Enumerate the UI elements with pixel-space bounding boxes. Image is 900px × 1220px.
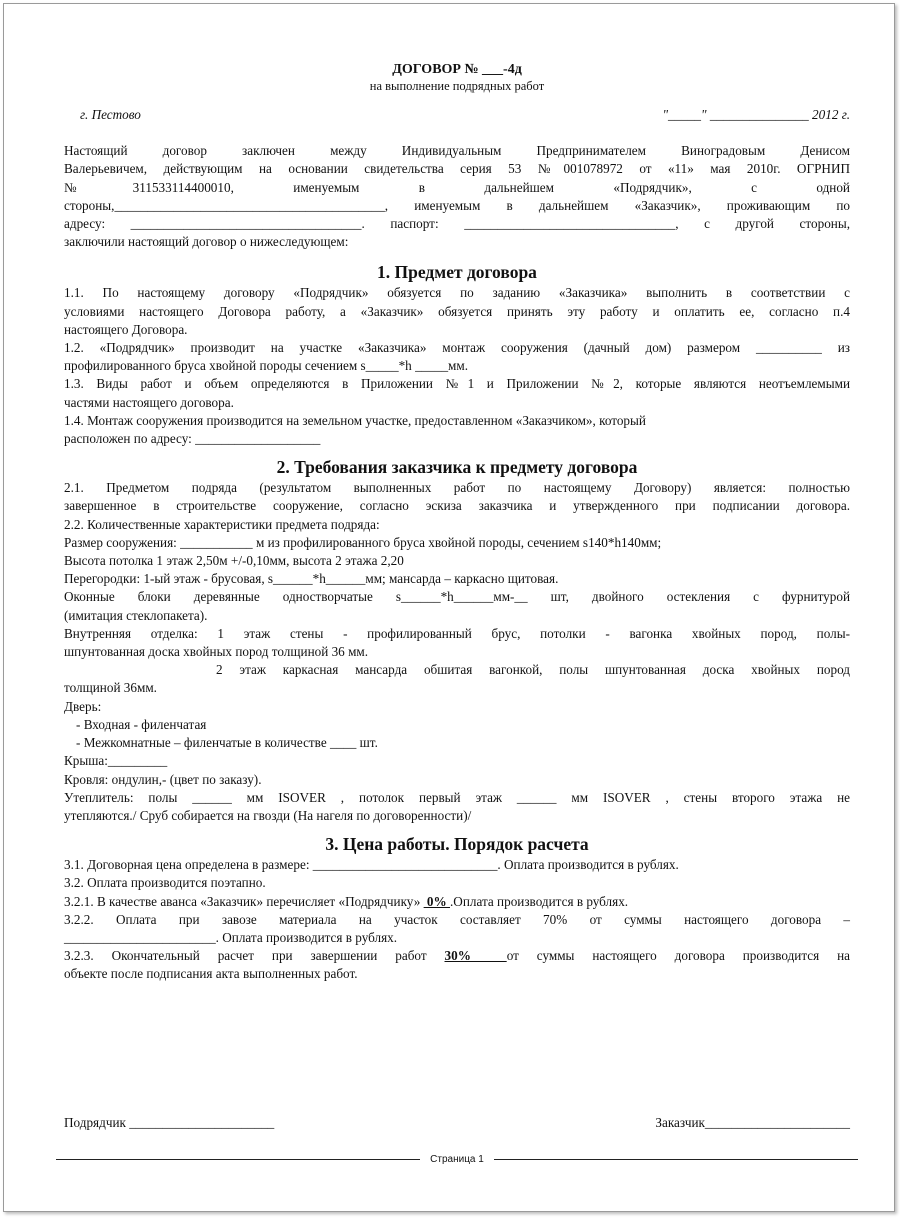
clause-line (64, 947, 850, 965)
clause-line: 2.1. Предметом подряда (результатом выполненных работ по настоящему Договору) является: полностью (64, 480, 850, 496)
signature-line (64, 1115, 850, 1131)
clause-line: 2 этаж каркасная мансарда обшитая вагонкой, полы шпунтованная доска хвойных пород (216, 662, 850, 678)
document-page (3, 3, 895, 1212)
clause-line: профилированного бруса хвойной породы сечением s_____*h _____мм. (64, 358, 469, 374)
intro-line: Настоящий договор заключен между Индивидуальным Предпринимателем Виноградовым Денисом (64, 143, 850, 159)
clause-line: 1.3. Виды работ и объем определяются в Приложении №1 и Приложении №2, которые являются неотъемлемыми (64, 376, 850, 392)
clause-line: утепляются./ Сруб собирается на гвозди (На нагеля по договоренности)/ (64, 807, 472, 823)
place: г. Пестово (80, 107, 141, 122)
section-1-body (64, 284, 850, 448)
clause-line: 3.2.2. Оплата при завозе материала на участок составляет 70% от суммы настоящего договора – (64, 911, 850, 927)
section-1-heading: 1. Предмет договора (377, 262, 537, 283)
clause-line: 3.1. Договорная цена определена в размере: ____________________________. Оплата производится в рублях. (64, 857, 679, 873)
clause-line: Утеплитель: полы ______ мм ISOVER , потолок первый этаж ______ мм ISOVER , стены второго этажа не (64, 789, 850, 805)
clause-line: - Входная - филенчатая (76, 716, 207, 732)
clause-line: - Межкомнатные – филенчатые в количестве ____ шт. (76, 735, 378, 751)
final-percent: 30% (444, 948, 507, 964)
clause-line: толщиной 36мм. (64, 680, 157, 696)
clause-line: 1.4. Монтаж сооружения производится на земельном участке, предоставленном «Заказчиком», который (64, 412, 646, 428)
date: "_____" _______________ 2012 г. (662, 107, 850, 122)
intro-line: Валерьевичем, действующим на основании свидетельства серия 53 №001078972 от «11» мая 2010г. ОГРНИП (64, 161, 850, 177)
place-date-line (64, 106, 850, 124)
advance-percent: 0% (423, 893, 450, 909)
clause-text: от суммы настоящего договора производится на (506, 948, 851, 964)
clause-text: 3.2.1. В качестве аванса «Заказчик» перечисляет «Подрядчику» (64, 893, 424, 909)
contractor-signature: Подрядчик ______________________ (64, 1115, 275, 1130)
clause-line: Оконные блоки деревянные одностворчатые s______*h______мм-__ шт, двойного остекления с фурнитурой (64, 589, 850, 605)
clause-text: 3.2.3. Окончательный расчет при завершении работ (64, 948, 445, 964)
clause-text: .Оплата производится в рублях. (450, 893, 629, 909)
footer-rule-right (494, 1159, 858, 1160)
clause-line: Дверь: (64, 698, 102, 714)
document-body (64, 62, 850, 984)
clause-line: настоящего Договора. (64, 321, 188, 337)
clause-line: Крыша:_________ (64, 753, 168, 769)
intro-line: №311533114400010, именуемым в дальнейшем «Подрядчик», с одной (64, 179, 850, 195)
clause-line: 3.2. Оплата производится поэтапно. (64, 875, 266, 891)
footer-rule-left (56, 1159, 420, 1160)
intro-line: стороны,_________________________________________, именуемым в дальнейшем «Заказчик», проживающим по (64, 197, 850, 213)
page-footer (56, 1149, 858, 1169)
clause-line: 1.2. «Подрядчик» производит на участке «Заказчика» монтаж сооружения (дачный дом) размером __________ из (64, 340, 850, 356)
intro-line: адресу: ___________________________________. паспорт: ________________________________, с другой стороны, (64, 216, 850, 232)
section-2-body (64, 479, 850, 825)
clause-line: 2.2. Количественные характеристики предмета подряда: (64, 516, 380, 532)
clause-line: Размер сооружения: ___________ м из профилированного бруса хвойной породы, сечением s140*h140мм; (64, 534, 662, 550)
clause-line: Высота потолка 1 этаж 2,50м +/-0,10мм, высота 2 этажа 2,20 (64, 553, 404, 569)
section-3-body (64, 856, 850, 983)
section-2-heading: 2. Требования заказчика к предмету договора (276, 457, 638, 478)
clause-line: объекте после подписания акта выполненных работ. (64, 966, 358, 982)
clause-line: Перегородки: 1-ый этаж - брусовая, s______*h______мм; мансарда – каркасно щитовая. (64, 571, 559, 587)
clause-line: Внутренняя отделка: 1 этаж стены - профилированный брус, потолки - вагонка хвойных пород, полы- (64, 625, 850, 641)
customer-signature: Заказчик______________________ (655, 1115, 850, 1130)
page-number: Страница 1 (430, 1153, 484, 1165)
contract-subtitle: на выполнение подрядных работ (369, 79, 545, 93)
clause-line: расположен по адресу: ___________________ (64, 431, 321, 447)
clause-line: частями настоящего договора. (64, 394, 234, 410)
intro-paragraph (64, 142, 850, 251)
clause-line: шпунтованная доска хвойных пород толщиной 36 мм. (64, 644, 369, 660)
clause-line: (имитация стеклопакета). (64, 607, 208, 623)
clause-line: условиями настоящего Договора работу, а «Заказчик» обязуется принять эту работу и оплатить ее, согласно п.4 (64, 303, 850, 319)
clause-line (64, 893, 850, 911)
clause-line: 1.1. По настоящему договору «Подрядчик» обязуется по заданию «Заказчика» выполнить в соответствии с (64, 285, 850, 301)
contract-title: ДОГОВОР № ___-4д (392, 62, 522, 77)
section-3-heading: 3. Цена работы. Порядок расчета (325, 834, 589, 855)
clause-line: _______________________. Оплата производится в рублях. (64, 929, 398, 945)
clause-line: Кровля: ондулин,- (цвет по заказу). (64, 771, 262, 787)
clause-line: завершенное в строительстве сооружение, согласно эскиза заказчика и утвержденного при подписании договора. (64, 498, 850, 514)
intro-line: заключили настоящий договор о нижеследующем: (64, 234, 349, 250)
